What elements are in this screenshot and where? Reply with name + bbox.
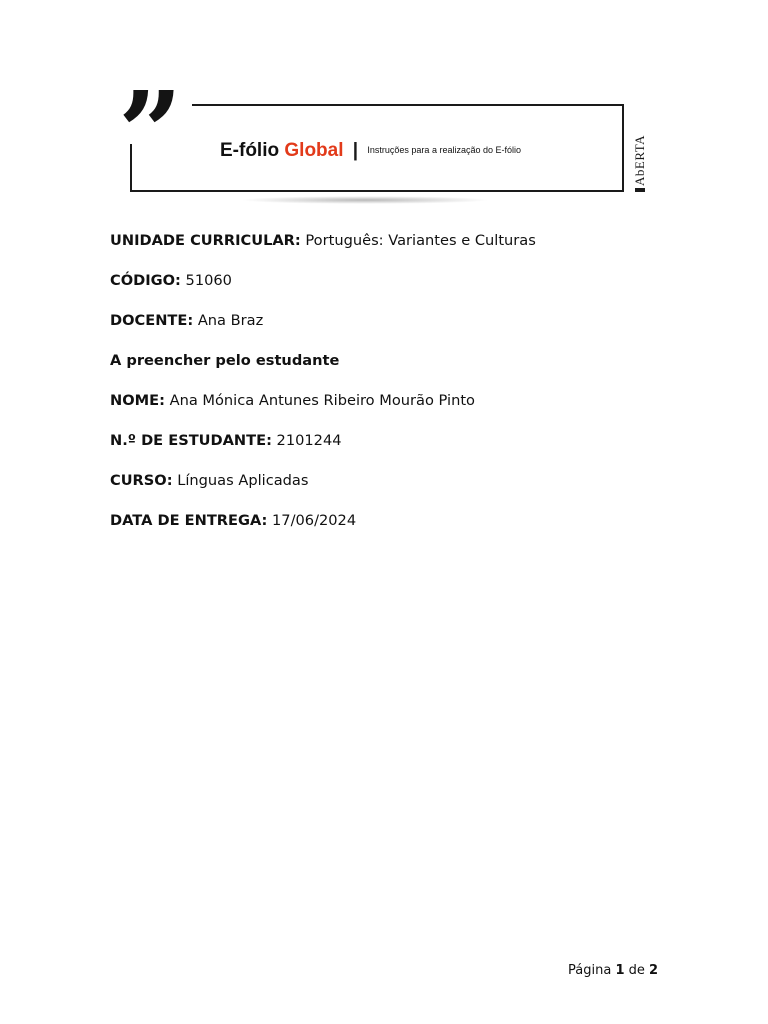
field-label: DOCENTE: xyxy=(110,312,194,329)
logo-bar-icon xyxy=(635,188,645,192)
field-value: Português: Variantes e Culturas xyxy=(305,232,536,249)
total-pages-number: 2 xyxy=(649,963,659,978)
of-word: de xyxy=(628,963,645,978)
field-numero-estudante xyxy=(110,430,710,470)
banner-frame-left xyxy=(130,144,132,192)
banner-title-main: E-fólio xyxy=(220,140,280,161)
student-info-fields xyxy=(110,230,710,550)
field-label: DATA DE ENTREGA: xyxy=(110,512,268,529)
banner-frame-top xyxy=(192,104,624,106)
field-label: N.º DE ESTUDANTE: xyxy=(110,432,272,449)
field-value: Ana Mónica Antunes Ribeiro Mourão Pinto xyxy=(169,392,475,409)
field-value: Línguas Aplicadas xyxy=(177,472,309,489)
quote-mark-icon: ” xyxy=(118,68,183,199)
banner-title xyxy=(220,140,521,162)
field-curso xyxy=(110,470,710,510)
field-label: UNIDADE CURRICULAR: xyxy=(110,232,301,249)
section-heading: A preencher pelo estudante xyxy=(110,352,340,369)
field-codigo xyxy=(110,270,710,310)
field-label: NOME: xyxy=(110,392,165,409)
field-data-entrega xyxy=(110,510,710,550)
banner-subtitle: Instruções para a realização do E-fólio xyxy=(367,145,521,155)
field-docente xyxy=(110,310,710,350)
field-label: CÓDIGO: xyxy=(110,272,181,289)
field-unidade-curricular xyxy=(110,230,710,270)
university-logo xyxy=(630,128,650,192)
field-value: 17/06/2024 xyxy=(272,512,357,529)
university-logo-text xyxy=(630,128,650,192)
page-word: Página xyxy=(568,963,612,978)
field-value: Ana Braz xyxy=(197,312,264,329)
page-number-footer xyxy=(568,963,658,978)
logo-word: AbERTA xyxy=(632,134,647,186)
efolio-header-banner xyxy=(110,68,670,218)
field-value: 51060 xyxy=(185,272,232,289)
banner-separator: | xyxy=(352,140,359,161)
field-label: CURSO: xyxy=(110,472,173,489)
banner-title-accent: Global xyxy=(284,140,344,161)
field-nome xyxy=(110,390,710,430)
banner-shadow xyxy=(240,196,490,204)
current-page-number: 1 xyxy=(615,963,625,978)
field-value: 2101244 xyxy=(276,432,342,449)
section-heading-student xyxy=(110,350,710,390)
